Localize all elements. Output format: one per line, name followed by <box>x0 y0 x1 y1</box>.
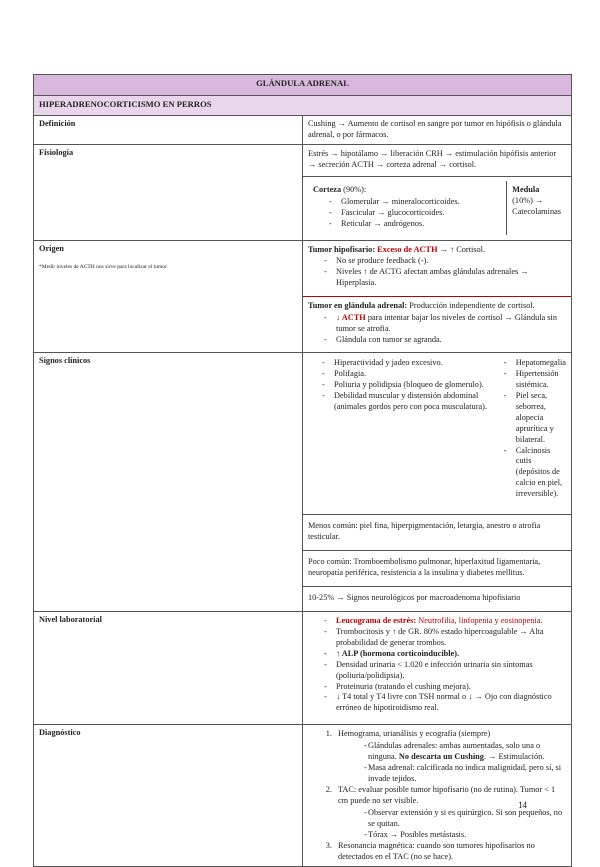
medula-text: (10%) → Catecolaminas <box>512 195 561 216</box>
list-item: - Polifagia. <box>322 369 490 380</box>
fisiologia-split <box>303 177 571 240</box>
list-item: - Glándula con tumor se agranda. <box>324 335 566 346</box>
adr-title: Tumor en glándula adrenal: <box>308 301 408 311</box>
corteza-pct: (90%): <box>341 184 367 194</box>
definicion-label: Definición <box>34 116 303 145</box>
list-item: - ↑ ALP (hormona corticoinducible). <box>324 649 566 660</box>
list-item: - Niveles ↑ de ACTG afectan ambas glándulas adrenales → Hiperplasia. <box>324 267 566 289</box>
list-item: - No se produce feedback (-). <box>324 256 566 267</box>
hip-title: Tumor hipofisario: <box>308 244 378 254</box>
leuco-bold: Leucograma de estrés: <box>336 615 417 625</box>
step1: Hemograma, urianálisis y ecografía (siempre) <box>338 729 491 739</box>
list-item <box>324 313 566 335</box>
table-subtitle: HIPERADRENOCORTICISMO EN PERROS <box>34 96 572 116</box>
list-item: - Hepatomegalia <box>504 358 566 369</box>
list-item: - ↓ T4 total y T4 livre con TSH normal o ↓ → Ojo con diagnóstico erróneo de hipotiroidismo real. <box>324 692 566 714</box>
adrenal-table <box>33 74 572 867</box>
origen-label-cell <box>34 240 303 353</box>
list-item: - Debilidad muscular y distensión abdominal (animales gordos pero con poca musculatura). <box>322 391 490 413</box>
corteza-title: Corteza <box>313 184 342 194</box>
list-item: - Observar extensión y si es quirúrgico. Si son pequeños, no se quitan. <box>364 808 566 830</box>
list-item: - Calcinosis cutis (depósitos de calcio en piel, irreversible). <box>504 446 566 501</box>
list-item: - Proteinuria (tratando el cushing mejora). <box>324 682 566 693</box>
diagnostico-list <box>308 729 566 862</box>
list-item: - Fascicular → glucocorticoides. <box>329 208 501 219</box>
list-item: - Hiperactividad y jadeo excesivo. <box>322 358 490 369</box>
list-item <box>364 741 566 763</box>
list-item: - Hipertensión sistémica. <box>504 369 566 391</box>
list-item: - Reticular → andrógenos. <box>329 219 501 230</box>
list-item: - Trombocitosis y ↑ de GR. 80% estado hipercoagulable → Alta probabilidad de generar trombos. <box>324 627 566 649</box>
laboratorio-cell <box>303 611 572 724</box>
signos-cell <box>303 353 572 612</box>
list-item: - Poliuria y polidipsia (bloqueo de glomerulo). <box>322 380 490 391</box>
definicion-text: Cushing → Aumento de cortisol en sangre por tumor en hipófisis o glándula adrenal, o por fármacos. <box>303 116 572 145</box>
adr-item1-red: ↓ ACTH <box>336 313 366 323</box>
step2-sublist <box>338 808 566 841</box>
list-item: - Glomerular → mineralocorticoides. <box>329 197 501 208</box>
fisiologia-text: Estrés → hipotálamo → liberación CRH → estimulación hipófisis anterior → secreción ACTH → corteza adrenal → cortisol. <box>303 145 571 177</box>
origen-note: *Medir niveles de ACTH nos sirve para localizar el tumor. <box>39 264 168 271</box>
origen-cell <box>303 240 572 353</box>
step2: TAC: evaluar posible tumor hipofisario (no de rutina). Tumor < 1 cm puede no ser visible. <box>338 785 556 805</box>
adr-item1-rest: para intentar bajar los niveles de cortisol → Glándula sin tumor se atrofia. <box>336 313 557 334</box>
laboratorio-label: Nivel laboratorial <box>34 611 303 724</box>
origen-adrenal <box>302 296 572 353</box>
signos-columns <box>303 353 571 515</box>
laboratorio-list <box>308 616 566 714</box>
fisiologia-cell <box>303 144 572 240</box>
list-item: - Masa adrenal: calcificada no indica malignidad, pero sí, si invade tejidos. <box>364 763 566 785</box>
signos-menos: Menos común: piel fina, hiperpigmentación, letargia, anestro o atrofia testicular. <box>303 515 571 551</box>
hip-rest: → ↑ Cortisol. <box>437 244 486 254</box>
step1-sublist <box>338 741 566 785</box>
signos-neuro: 10-25% → Signos neurológicos por macroadenoma hipofisiario <box>308 592 521 602</box>
table-title: GLÁNDULA ADRENAL <box>34 75 572 96</box>
origen-hipofisario <box>303 241 571 298</box>
signos-poco: Poco común: Tromboembolismo pulmonar, hiperlaxitud ligamentaria, neuropatía periférica, resistencia a la insulina y diabetes mellitus. <box>303 551 571 587</box>
list-item: - Densidad urinaria < 1.020 e infección urinaria sin síntomas (poliuria/polidipsia). <box>324 660 566 682</box>
leuco-rest: Neutrofilia, linfopenia y eosinopenia. <box>416 615 543 625</box>
page-number: 14 <box>518 800 527 810</box>
fisiologia-label: Fisiología <box>34 144 303 240</box>
signos-label: Signos clínicos <box>34 353 303 612</box>
signos-left-list <box>308 358 490 500</box>
origen-label: Origen <box>39 243 64 253</box>
list-item <box>334 785 566 841</box>
medula-block <box>507 181 566 235</box>
corteza-list <box>313 197 501 230</box>
hip-red: Exceso de ACTH <box>377 244 438 254</box>
diagnostico-cell <box>303 725 572 866</box>
signos-right-list <box>490 358 566 500</box>
step1-sub1c: . → Estimulación. <box>483 752 545 762</box>
list-item <box>324 616 566 627</box>
adr-rest: Producción independiente de cortisol. <box>407 301 535 311</box>
list-item: 3. Resonancia magnética: cuando son tumores hipofisarios no detectados en el TAC (no se hace). <box>334 841 566 863</box>
step1-sub1b: No descarta un Cushing <box>398 752 484 762</box>
corteza-block <box>308 181 507 235</box>
list-item <box>334 729 566 785</box>
hip-list <box>308 256 566 289</box>
medula-title: Medula <box>512 184 540 194</box>
diagnostico-label: Diagnóstico <box>34 725 303 866</box>
adr-list <box>308 313 566 346</box>
step1-sub1a: Glándulas adrenales: ambas aumentadas, solo una o ninguna. <box>368 741 541 762</box>
list-item: - Tórax → Posibles metástasis. <box>364 830 566 841</box>
list-item: - Piel seca, seborrea, alopecia aprurítica y bilateral. <box>504 391 566 446</box>
